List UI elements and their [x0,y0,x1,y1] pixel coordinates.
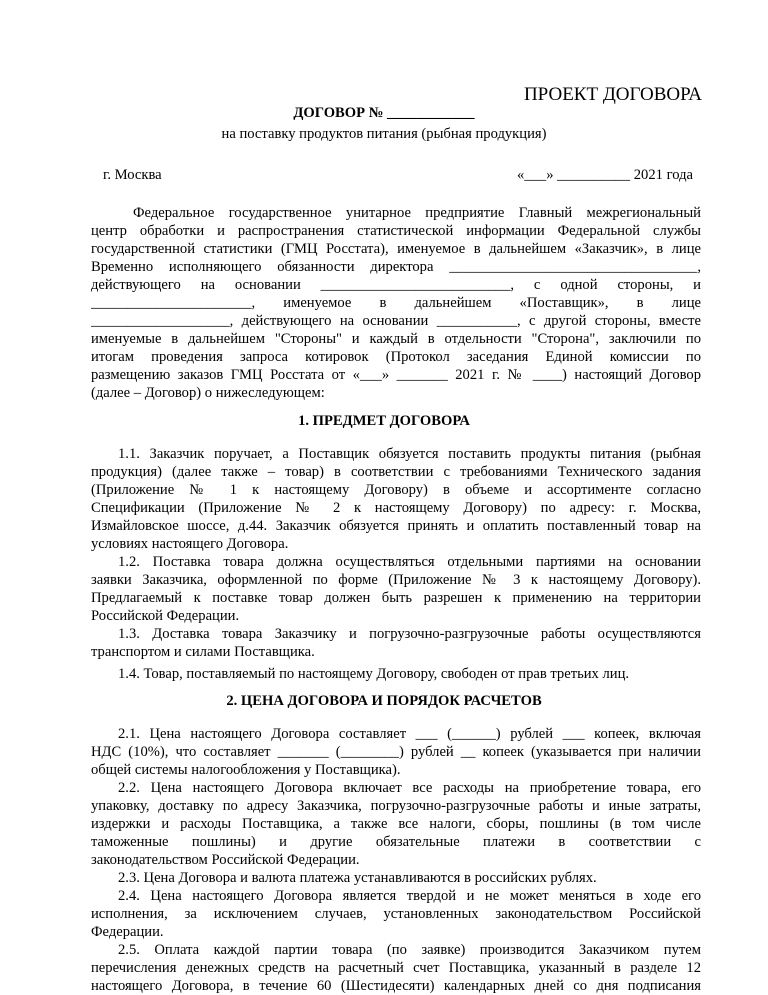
contract-title: ДОГОВОР № ____________ [293,105,475,121]
preamble-line: размещению заказов ГМЦ Росстата от «___» _______ 2021 г. № ____) настоящий Договор [91,367,701,383]
contract-date: «___» __________ 2021 года [517,167,693,183]
section-1-line: заявки Заказчика, оформленной по форме (Приложение № 3 к настоящему Договору). [91,572,701,588]
preamble-line: Временно исполняющего обязанности директора __________________________________, [91,259,701,275]
section-2-line: законодательством Российской Федерации. [91,852,360,868]
preamble-line: ___________________, действующего на основании ___________, с другой стороны, вместе [91,313,701,329]
section-1-line: Предлагаемый к поставке товар должен быть разрешен к применению на территории [91,590,701,606]
section-1-line: 1.1. Заказчик поручает, а Поставщик обязуется поставить продукты питания (рыбная [118,446,701,462]
section-2-line: 2.4. Цена настоящего Договора является твердой и не может меняться в ходе его [118,888,701,904]
section-2-line: таможенные пошлины) и другие обязательные платежи в соответствии с [91,834,701,850]
section-2-line: издержки и расходы Поставщика, а также все налоги, сборы, пошлины (в том числе [91,816,701,832]
section-1-heading: 1. ПРЕДМЕТ ДОГОВОРА [298,413,470,429]
section-2-line: общей системы налогообложения у Поставщика). [91,762,401,778]
section-1-line: 1.4. Товар, поставляемый по настоящему Договору, свободен от прав третьих лиц. [118,666,630,682]
preamble-line: именуемые в дальнейшем "Стороны" и каждый в отдельности "Сторона", заключили по [91,331,701,347]
section-2-line: 2.1. Цена настоящего Договора составляет ___ (______) рублей ___ копеек, включая [118,726,701,742]
preamble-line: ______________________, именуемое в дальнейшем «Поставщик», в лице [91,295,701,311]
section-2-line: 2.3. Цена Договора и валюта платежа устанавливаются в российских рублях. [118,870,597,886]
section-1-line: продукция) (далее также – товар) в соответствии с требованиями Технического задания [91,464,701,480]
section-2-line: упаковку, доставку по адресу Заказчика, погрузочно-разгрузочные работы и иные затраты, [91,798,701,814]
contract-city: г. Москва [103,167,162,183]
draft-label: ПРОЕКТ ДОГОВОРА [523,84,702,105]
section-2-line: НДС (10%), что составляет _______ (________) рублей __ копеек (указывается при наличии [91,744,701,760]
section-1-line: Измайловское шоссе, д.44. Заказчик обязуется принять и оплатить поставленный товар на [91,518,701,534]
section-2-line: Федерации. [91,924,164,940]
section-1-line: 1.3. Доставка товара Заказчику и погрузочно-разгрузочные работы осуществляются [118,626,701,642]
preamble-line: центр обработки и распространения статистической информации Федеральной службы [91,223,701,239]
section-1-line: Спецификации (Приложение № 2 к настоящему Договору) по адресу: г. Москва, [91,500,701,516]
section-1-line: 1.2. Поставка товара должна осуществляться отдельными партиями на основании [118,554,701,570]
preamble-line: (далее – Договор) о нижеследующем: [91,385,325,401]
section-2-line: исполнения, за исключением случаев, установленных законодательством Российской [91,906,701,922]
section-2-heading: 2. ЦЕНА ДОГОВОРА И ПОРЯДОК РАСЧЕТОВ [226,693,542,709]
contract-subtitle: на поставку продуктов питания (рыбная продукция) [221,126,547,142]
section-2-line: перечисления денежных средств на расчетный счет Поставщика, указанный в разделе 12 [91,960,701,976]
section-1-line: условиях настоящего Договора. [91,536,289,552]
section-2-line: 2.5. Оплата каждой партии товара (по заявке) производится Заказчиком путем [118,942,701,958]
preamble-line: итогам проведения запроса котировок (Протокол заседания Единой комиссии по [91,349,701,365]
preamble-line: Федеральное государственное унитарное предприятие Главный межрегиональный [133,205,701,221]
section-1-line: Российской Федерации. [91,608,240,624]
section-1-line: транспортом и силами Поставщика. [91,644,315,660]
section-2-line: настоящего Договора, в течение 60 (Шестидесяти) календарных дней со дня подписания [91,978,701,994]
preamble-line: действующего на основании __________________________, с одной стороны, и [91,277,701,293]
section-2-line: 2.2. Цена настоящего Договора включает все расходы на приобретение товара, его [118,780,701,796]
preamble-line: государственной статистики (ГМЦ Росстата), именуемое в дальнейшем «Заказчик», в лице [91,241,701,257]
section-1-line: (Приложение № 1 к настоящему Договору) в объеме и ассортименте согласно [91,482,701,498]
